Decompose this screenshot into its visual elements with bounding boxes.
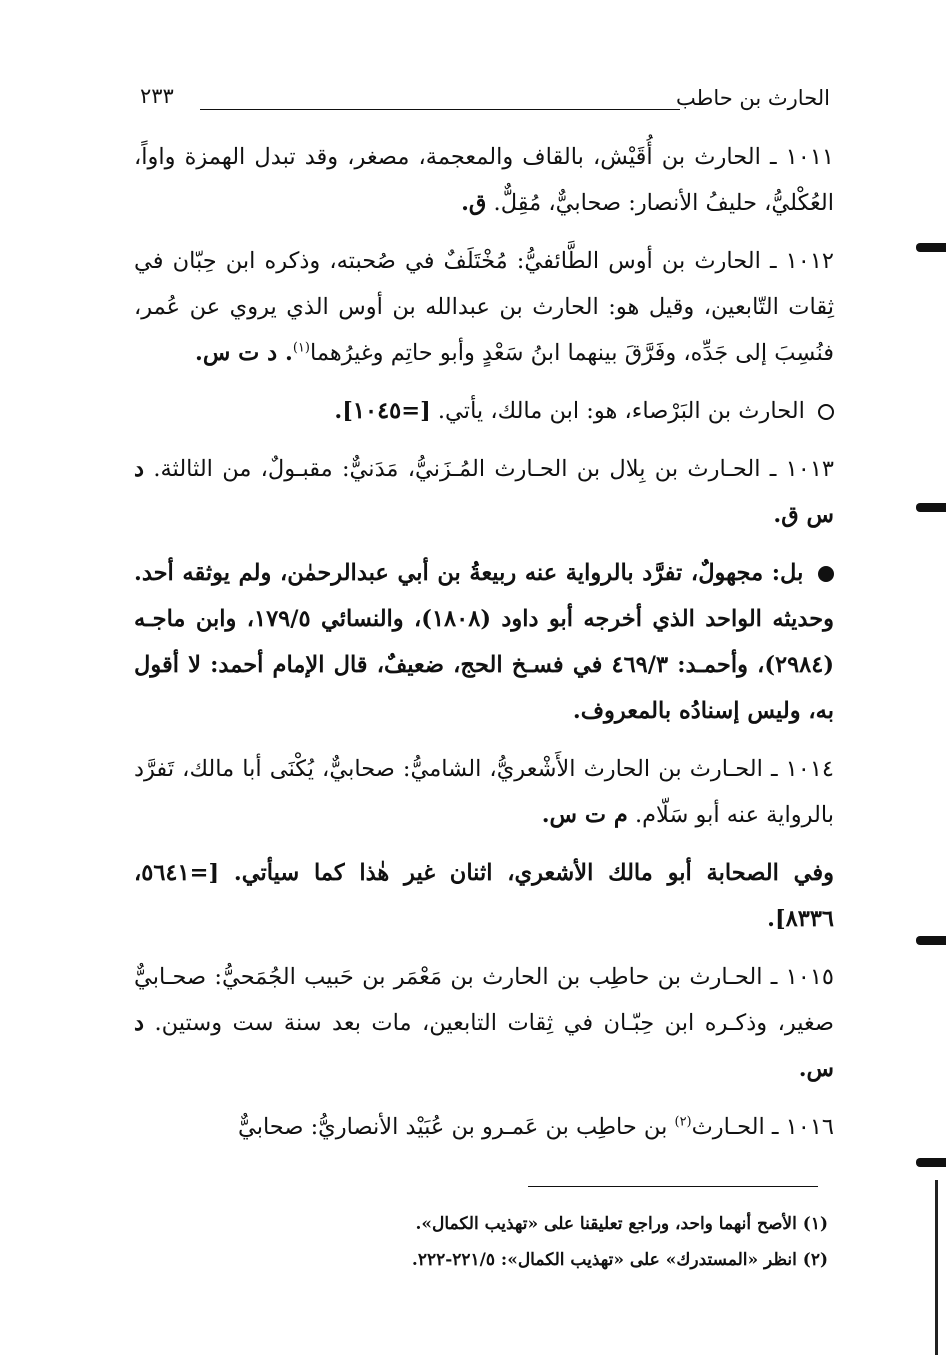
- circle-marker-icon: [818, 404, 834, 420]
- scan-edge-mark: [916, 1158, 946, 1167]
- cross-ref: [=١٠٤٥].: [334, 398, 431, 424]
- footnote-2: (٢) انظر «المستدرك» على «تهذيب الكمال»: ٢٢١/٥-٢٢٢.: [411, 1250, 828, 1270]
- entry-text: ١٠١١ ـ الحارث بن أُقَيْش، بالقاف والمعجمة، مصغر، وقد تبدل الهمزة واواً، العُكْليُّ، حليفُ الأنصار: صحابيٌّ، مُقِلٌّ.: [134, 144, 834, 216]
- note-text: وفي الصحابة أبو مالك الأشعري، اثنان غير هٰذا كما سيأتي.: [233, 860, 834, 886]
- entry-text: ١٠١٣ ـ الحـارث بن بِلال بن الحـارث المُـزَنيُّ، مَدَنيٌّ: مقبـولٌ، من الثالثة.: [153, 456, 835, 482]
- entry-1013: [134, 446, 834, 538]
- book-codes: د س ق.: [134, 456, 834, 528]
- entry-text: ١٠١٤ ـ الحـارث بن الحارث الأَشْعريُّ، الشاميُّ: صحابيٌّ، يُكْنَى أبا مالك، تَفرَّد بالرواية عنه أبو سَلّام.: [134, 756, 834, 828]
- scan-edge-mark: [916, 503, 946, 512]
- cross-reference-entry: [134, 388, 834, 434]
- editor-comment: [134, 550, 834, 734]
- footnote-rule: [528, 1186, 818, 1187]
- entry-text-start: ١٠١٦ ـ الحـارث: [691, 1114, 834, 1140]
- editor-note: [134, 850, 834, 942]
- cross-ref: [=٥٦٤١، ٨٣٣٦].: [134, 860, 834, 932]
- running-title: الحارث بن حاطب: [676, 86, 830, 110]
- scan-edge-mark: [916, 243, 946, 252]
- entry-text: ١٠١٥ ـ الحـارث بن حاطِب بن الحارث بن مَعْمَر بن حَبيب الجُمَحيُّ: صحـابيٌّ صغير، وذكـره ابن حِبّـان في ثِقات التابعين، مات بعد سنة ست وستين.: [134, 964, 834, 1036]
- footnote-1: (١) الأصح أنهما واحد، وراجع تعليقنا على «تهذيب الكمال».: [415, 1214, 828, 1234]
- entry-1015: [134, 954, 834, 1092]
- book-codes: . د ت س.: [195, 340, 293, 366]
- page-number: ٢٣٣: [140, 84, 174, 108]
- entry-1011: [134, 134, 834, 226]
- header-rule: [200, 109, 680, 110]
- footnotes: [128, 1206, 828, 1278]
- scan-edge-mark: [916, 936, 946, 945]
- book-codes: م ت س.: [541, 802, 628, 828]
- entry-1016: [134, 1104, 834, 1150]
- scan-edge-line: [935, 1180, 938, 1355]
- footnote-ref: (١): [292, 340, 310, 356]
- bullet-dot-icon: [818, 566, 834, 582]
- book-codes: د س.: [134, 1010, 834, 1082]
- comment-text: بل: مجهولٌ، تفرَّد بالرواية عنه ربيعةُ بن أبي عبدالرحمٰن، ولم يوثقه أحد. وحديثه الواحد الذي أخرجه أبو داود (١٨٠٨)، والنسائي ١٧٩/٥، وابن ماجـه (٢٩٨٤)، وأحمـد: ٤٦٩/٣ في فسـخ الحج، ضعيفٌ، قال الإمام أحمد: لا أقول به، وليس إسنادُه بالمعروف.: [134, 560, 835, 724]
- page-body: [134, 134, 834, 1162]
- entry-1014: [134, 746, 834, 838]
- footnote-ref: (٢): [674, 1114, 692, 1130]
- book-codes: ق.: [461, 190, 487, 216]
- entry-1012: [134, 238, 834, 376]
- running-header: [140, 80, 830, 120]
- entry-text-end: بن حاطِب بن عَمـرو بن عُبَيْد الأنصاريُّ: صحابيٌّ: [237, 1114, 668, 1140]
- entry-text: الحارث بن البَرْصاء، هو: ابن مالك، يأتي.: [437, 398, 805, 424]
- entry-text: ١٠١٢ ـ الحارث بن أوس الطَّائفيُّ: مُخْتَلَفٌ في صُحبته، وذكره ابن حِبّان في ثِقات التّابعين، وقيل هو: الحارث بن عبدالله بن أوس الذي يروي عن عُمر، فنُسِبَ إلى جَدِّه، وفَرَّقَ بينهما ابنُ سَعْدٍ وأبو حاتِم وغيرُهما: [134, 248, 834, 366]
